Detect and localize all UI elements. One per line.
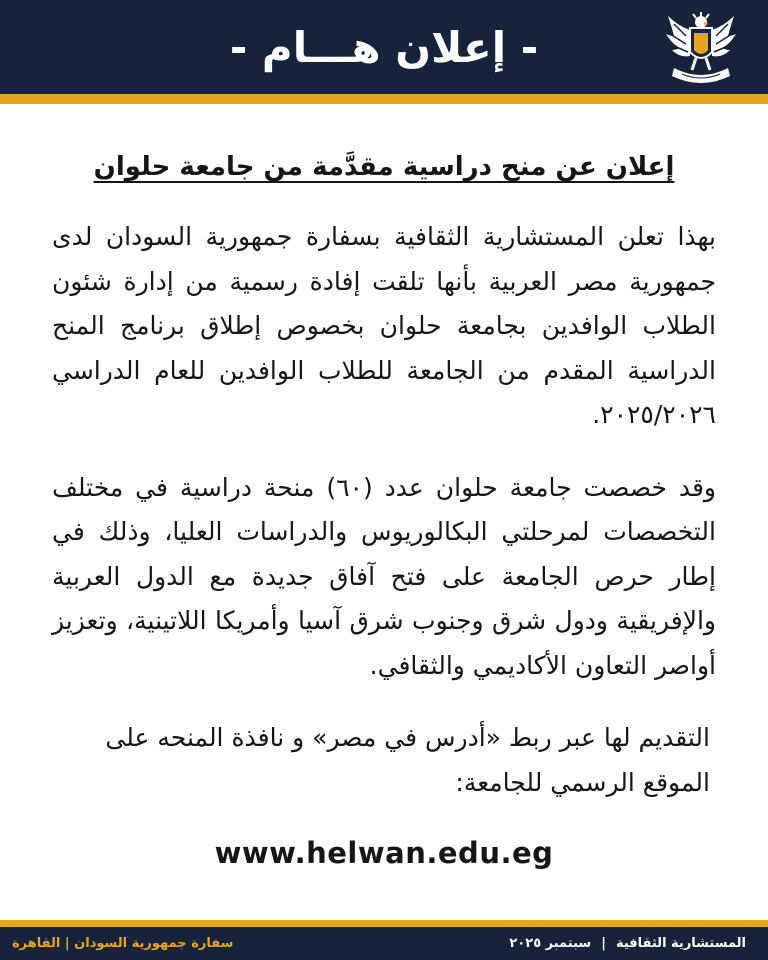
footer-embassy-label: سفارة جمهورية السودان | القاهرة — [12, 936, 234, 951]
announcement-title-text: إعلان عن منح دراسية مقدَّمة من جامعة حلوان — [93, 152, 675, 182]
announcement-body — [52, 145, 716, 873]
header-gold-stripe — [0, 94, 768, 104]
footer-info — [509, 927, 746, 960]
footer-attache-label: المستشارية الثقافية — [615, 936, 746, 951]
announcement-paragraph-2: وقد خصصت جامعة حلوان عدد (٦٠) منحة دراسية في مختلف التخصصات لمرحلتي البكالوريوس والدراسات العليا، وذلك في إطار حرص الجامعة على فتح آفاق جديدة مع الدول العربية والإفريقية ودول شرق وجنوب شرق آسيا وأمريكا اللاتينية، وتعزيز أواصر التعاون الأكاديمي والثقافي. — [52, 472, 716, 680]
page-title: - إعلان هـــام - — [229, 22, 539, 72]
university-website-link[interactable]: www.helwan.edu.eg — [214, 836, 554, 870]
announcement-paragraph-3: التقديم لها عبر ربط «أدرس في مصر» و نافذة المنحه على الموقع الرسمي للجامعة: — [105, 723, 710, 797]
sudan-emblem-icon — [660, 6, 742, 88]
footer-separator: | — [601, 936, 606, 951]
footer-gold-stripe — [0, 920, 768, 927]
announcement-title — [52, 145, 716, 189]
footer-date: سبتمبر ٢٠٢٥ — [509, 936, 592, 951]
announcement-paragraph-1: بهذا تعلن المستشارية الثقافية بسفارة جمهورية السودان لدى جمهورية مصر العربية بأنها تلقت إفادة رسمية من إدارة شئون الطلاب الوافدين بجامعة حلوان بخصوص إطلاق برنامج المنح الدراسية المقدم من الجامعة للطلاب الوافدين للعام الدراسي ٢٠٢٥/٢٠٢٦. — [52, 222, 716, 429]
